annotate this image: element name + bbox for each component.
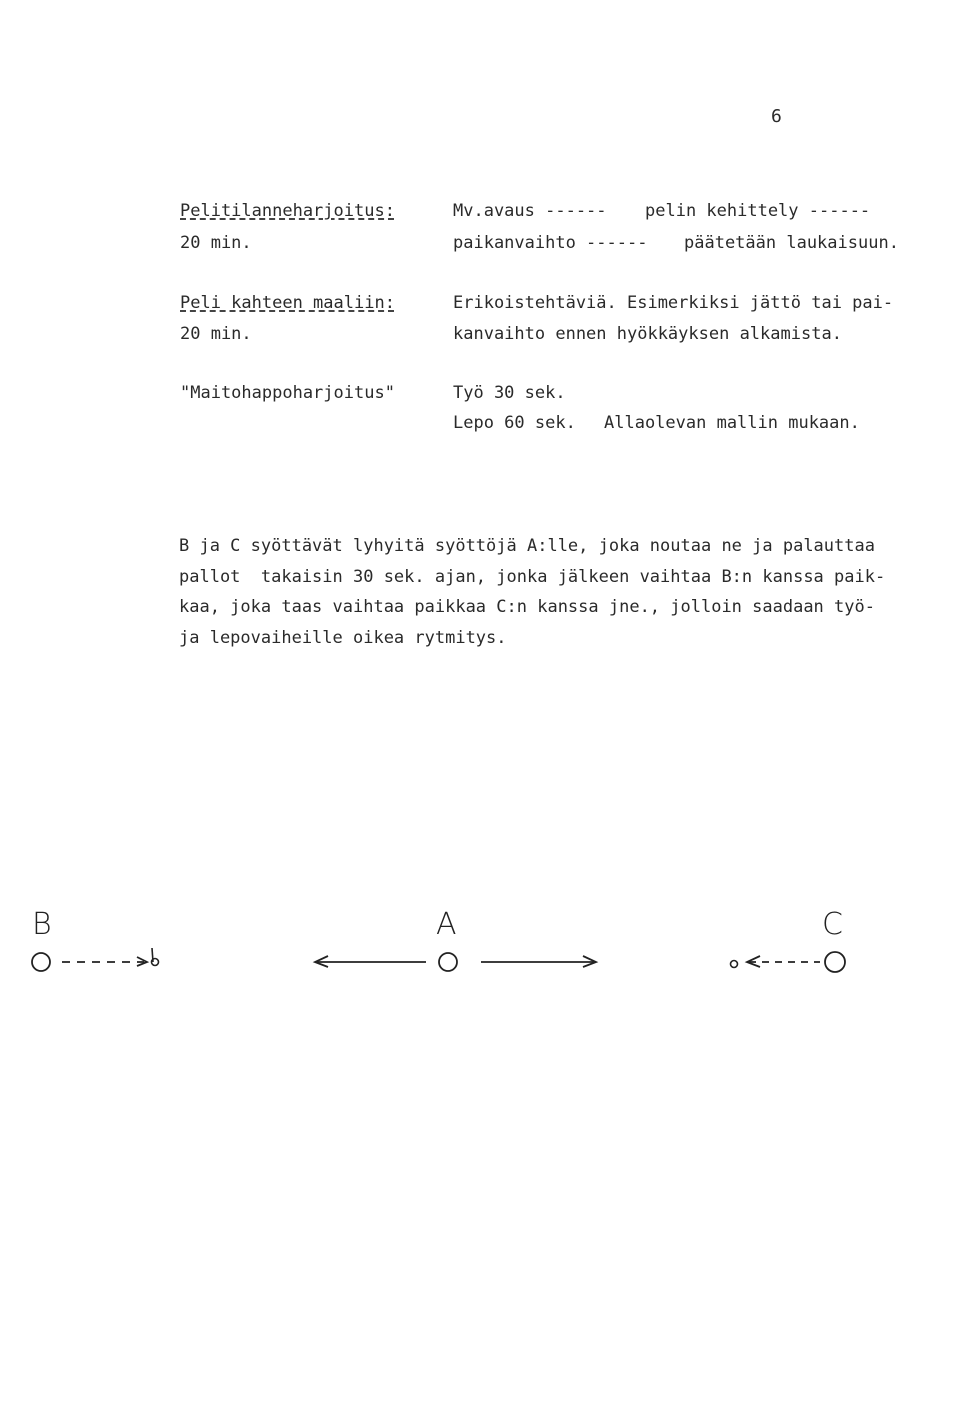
- drill-diagram: [0, 890, 960, 1000]
- paragraph-line: ja lepovaiheille oikea rytmitys.: [179, 627, 507, 648]
- label-duration-2: 20 min.: [180, 324, 252, 344]
- block1-line2-right: päätetään laukaisuun.: [684, 233, 899, 253]
- instruction-paragraph: [179, 531, 899, 653]
- player-b-circle: [32, 953, 50, 971]
- label-pelitilanneharjoitus: Pelitilanneharjoitus:: [180, 201, 395, 221]
- block2-line1: Erikoistehtäviä. Esimerkiksi jättö tai pai-: [453, 293, 894, 313]
- player-a-circle: [439, 953, 457, 971]
- block3-line2-right: Allaolevan mallin mukaan.: [604, 413, 860, 433]
- label-peli-kahteen-maaliin: Peli kahteen maaliin:: [180, 293, 395, 313]
- player-label-a: A: [436, 907, 457, 942]
- paragraph-line: B ja C syöttävät lyhyitä syöttöjä A:lle, joka noutaa ne ja palauttaa: [179, 536, 875, 556]
- block1-line2-left: paikanvaihto ------: [453, 233, 648, 253]
- paragraph-line: kaa, joka taas vaihtaa paikkaa C:n kanssa jne., jolloin saadaan työ-: [179, 597, 875, 617]
- block3-line1: Työ 30 sek.: [453, 383, 566, 403]
- ball-near-b-icon: [152, 948, 159, 966]
- label-duration-1: 20 min.: [180, 233, 252, 253]
- block2-line2: kanvaihto ennen hyökkäyksen alkamista.: [453, 324, 842, 344]
- label-maitohappoharjoitus: "Maitohappoharjoitus": [180, 383, 395, 403]
- player-label-c: C: [822, 907, 843, 942]
- block1-line1-left: Mv.avaus ------: [453, 201, 607, 221]
- paragraph-line: pallot takaisin 30 sek. ajan, jonka jälkeen vaihtaa B:n kanssa paik-: [179, 566, 886, 587]
- player-label-b: B: [32, 907, 52, 942]
- block1-line1-right: pelin kehittely ------: [645, 201, 871, 221]
- ball-near-c-icon: [731, 961, 738, 968]
- block3-line2-left: Lepo 60 sek.: [453, 413, 576, 433]
- page-number: 6: [771, 106, 782, 127]
- player-c-circle: [825, 952, 845, 972]
